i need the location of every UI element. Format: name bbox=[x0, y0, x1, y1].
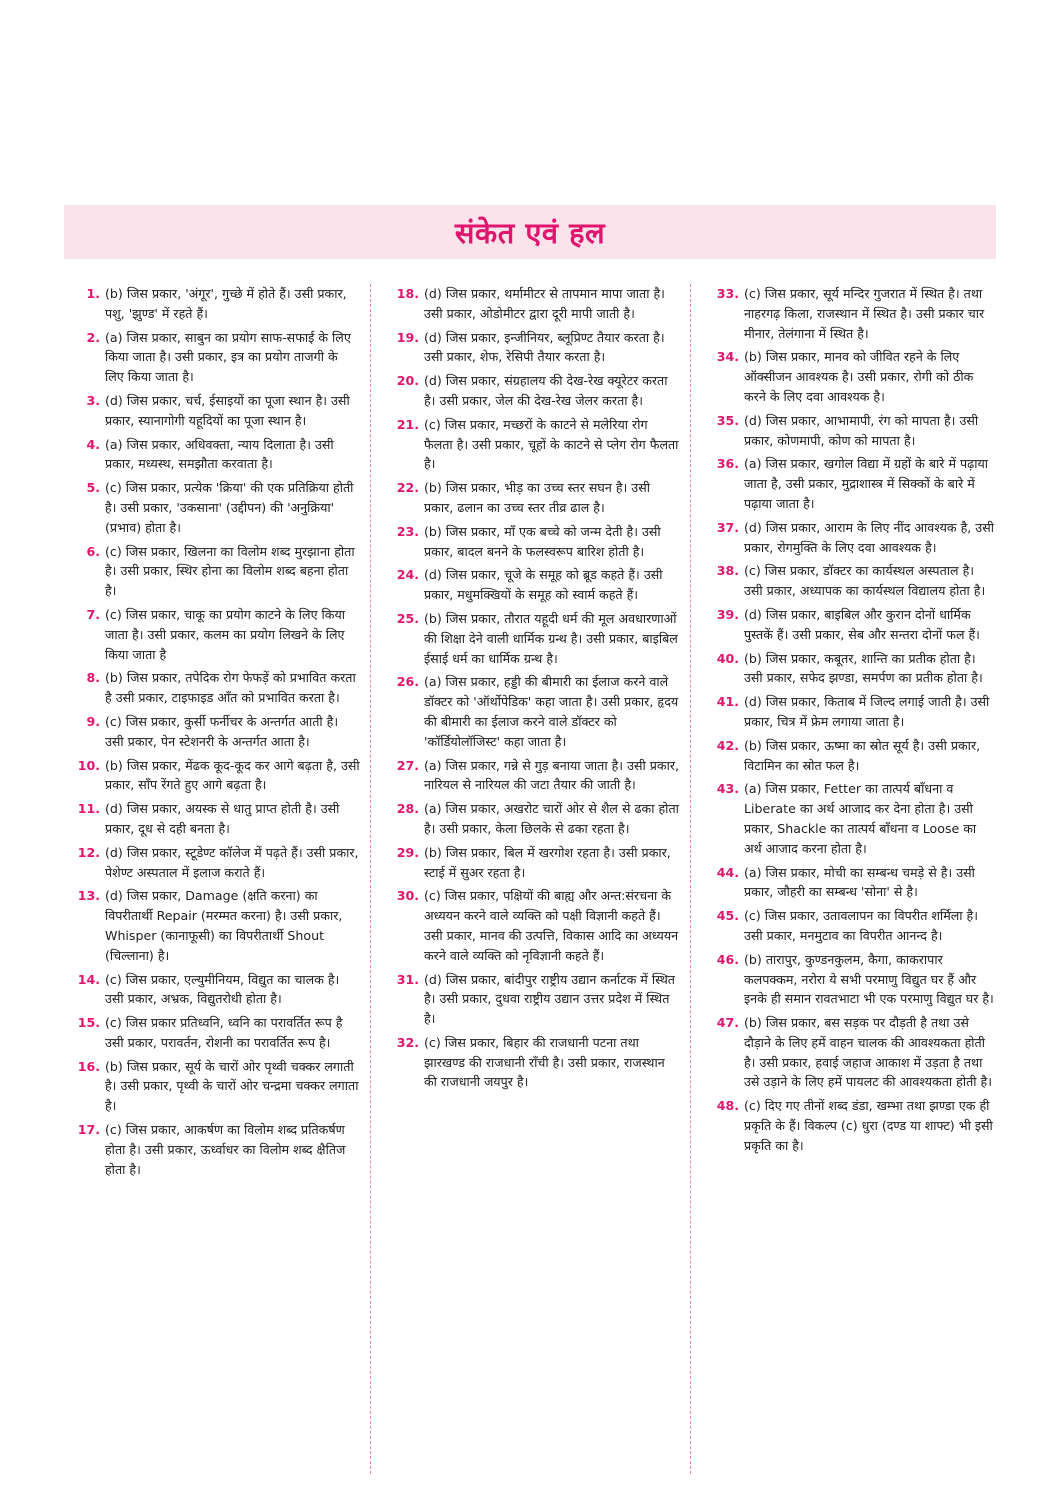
answer-text: (c) जिस प्रकार, एल्युमीनियम, विद्युत का चालक है। उसी प्रकार, अभ्रक, विद्युतरोधी होता है। bbox=[105, 971, 340, 1007]
answer-number: 30. bbox=[396, 888, 419, 904]
answer-text: (d) जिस प्रकार, बांदीपुर राष्ट्रीय उद्यान कर्नाटक में स्थित है। उसी प्रकार, दुधवा राष्ट्रीय उद्यान उत्तर प्रदेश में स्थित है। bbox=[424, 971, 675, 1027]
answer-item bbox=[395, 328, 680, 368]
answer-item bbox=[76, 478, 360, 537]
answer-item bbox=[76, 668, 360, 708]
answer-text: (c) जिस प्रकार, पक्षियों की बाह्य और अन्त:संरचना के अध्ययन करने वाले व्यक्ति को पक्षी विज्ञानी कहते हैं। उसी प्रकार, मानव की उत्पत्ति, विकास आदि का अध्ययन करने वाले व्यक्ति को नृविज्ञानी कहते हैं। bbox=[424, 888, 679, 963]
answer-text: (a) जिस प्रकार, हड्डी की बीमारी का ईलाज करने वाले डॉक्टर को 'ऑर्थोपेडिक' कहा जाता है। उसी प्रकार, हृदय की बीमारी का ईलाज करने वाले डॉक्टर को 'कॉर्डियोलॉजिस्ट' कहा जाता है। bbox=[424, 674, 679, 749]
answer-text: (c) जिस प्रकार, डॉक्टर का कार्यस्थल अस्पताल है। उसी प्रकार, अध्यापक का कार्यस्थल विद्यालय होता है। bbox=[744, 563, 986, 599]
answer-item bbox=[715, 736, 996, 776]
answer-item bbox=[395, 478, 680, 518]
answer-number: 32. bbox=[396, 1034, 419, 1050]
answer-item bbox=[76, 756, 360, 796]
answer-number: 26. bbox=[396, 674, 419, 690]
answer-number: 2. bbox=[86, 329, 100, 345]
answer-number: 19. bbox=[396, 329, 419, 345]
answer-text: (d) जिस प्रकार, इन्जीनियर, ब्लूप्रिण्ट तैयार करता है। उसी प्रकार, शेफ, रेसिपी तैयार करता है। bbox=[424, 329, 665, 365]
answer-text: (c) जिस प्रकार, मच्छरों के काटने से मलेरिया रोग फैलता है। उसी प्रकार, चूहों के काटने से प्लेग रोग फैलता है। bbox=[424, 416, 679, 472]
answer-text: (b) जिस प्रकार, 'अंगूर', गुच्छे में होते हैं। उसी प्रकार, पशु, 'झुण्ड' में रहते हैं। bbox=[105, 286, 347, 321]
answer-text: (b) जिस प्रकार, मानव को जीवित रहने के लिए ऑक्सीजन आवश्यक है। उसी प्रकार, रोगी को ठीक करने के लिए दवा आवश्यक है। bbox=[744, 349, 974, 404]
answer-number: 1. bbox=[86, 286, 100, 301]
answer-item bbox=[715, 347, 996, 406]
answer-item bbox=[76, 542, 360, 601]
answer-text: (d) जिस प्रकार, थर्मामीटर से तापमान मापा जाता है। उसी प्रकार, ओडोमीटर द्वारा दूरी मापी जाती है। bbox=[424, 286, 665, 321]
answer-text: (b) तारापुर, कुण्डनकुलम, कैगा, काकरापार कलपक्कम, नरोरा ये सभी परमाणु विद्युत घर हैं और इनके ही समान रावतभाटा भी एक परमाणु विद्युत घर है। bbox=[744, 951, 994, 1007]
answer-text: (d) जिस प्रकार, स्टूडेण्ट कॉलेज में पढ़ते हैं। उसी प्रकार, पेशेण्ट अस्पताल में इलाज कराते हैं। bbox=[105, 844, 359, 880]
answer-item bbox=[715, 561, 996, 601]
answer-text: (c) दिए गए तीनों शब्द डंडा, खम्भा तथा झण्डा एक ही प्रकृति के हैं। विकल्प (c) धुरा (दण्ड या शाफ्ट) भी इसी प्रकृति का है। bbox=[744, 1098, 993, 1153]
answer-text: (a) जिस प्रकार, गन्ने से गुड़ बनाया जाता है। उसी प्रकार, नारियल से नारियल की जटा तैयार की जाती है। bbox=[424, 757, 680, 793]
answer-item bbox=[76, 284, 360, 324]
answer-number: 28. bbox=[396, 801, 419, 817]
answer-number: 17. bbox=[77, 1122, 100, 1138]
answer-item bbox=[76, 605, 360, 664]
answer-number: 21. bbox=[396, 416, 419, 432]
answer-number: 7. bbox=[86, 606, 100, 622]
answer-number: 37. bbox=[716, 519, 739, 535]
answer-text: (a) जिस प्रकार, अखरोट चारों ओर से शैल से ढका होता है। उसी प्रकार, केला छिलके से ढका रहता है। bbox=[424, 801, 679, 836]
answer-text: (d) जिस प्रकार, बाइबिल और कुरान दोनों धार्मिक पुस्तकें हैं। उसी प्रकार, सेब और सन्तरा दोनों फल हैं। bbox=[744, 606, 980, 642]
answer-number: 42. bbox=[716, 737, 739, 753]
column-1 bbox=[76, 284, 370, 1474]
answer-item bbox=[395, 886, 680, 965]
answer-item bbox=[395, 1033, 680, 1092]
answer-number: 13. bbox=[77, 888, 100, 904]
answer-text: (d) जिस प्रकार, अयस्क से धातु प्राप्त होती है। उसी प्रकार, दूध से दही बनता है। bbox=[105, 801, 340, 836]
answer-item bbox=[395, 415, 680, 474]
answer-text: (b) जिस प्रकार, तौरात यहूदी धर्म की मूल अवधारणाओं की शिक्षा देने वाली धार्मिक ग्रन्थ है। उसी प्रकार, बाइबिल ईसाई धर्म का धार्मिक ग्रन्थ है। bbox=[424, 610, 678, 666]
answer-item bbox=[715, 649, 996, 689]
answer-text: (a) जिस प्रकार, साबुन का प्रयोग साफ-सफाई के लिए किया जाता है। उसी प्रकार, इत्र का प्रयोग ताजगी के लिए किया जाता है। bbox=[105, 329, 351, 385]
answer-text: (c) जिस प्रकार, बिहार की राजधानी पटना तथा झारखण्ड की राजधानी राँची है। उसी प्रकार, राजस्थान की राजधानी जयपुर है। bbox=[424, 1034, 665, 1090]
answer-number: 23. bbox=[396, 523, 419, 539]
answer-number: 8. bbox=[86, 670, 100, 686]
answer-number: 16. bbox=[77, 1058, 100, 1074]
answer-text: (c) जिस प्रकार प्रतिध्वनि, ध्वनि का परावर्तित रूप है उसी प्रकार, परावर्तन, रोशनी का परावर्तित रूप है। bbox=[105, 1015, 343, 1050]
answer-text: (b) जिस प्रकार, तपेदिक रोग फेफड़ें को प्रभावित करता है उसी प्रकार, टाइफाइड आँत को प्रभावित करता है। bbox=[105, 670, 356, 706]
answer-text: (c) जिस प्रकार, प्रत्येक 'क्रिया' की एक प्रतिक्रिया होती है। उसी प्रकार, 'उकसाना' (उद्दीपन) की 'अनुक्रिया' (प्रभाव) होता है। bbox=[105, 480, 354, 535]
answer-text: (c) जिस प्रकार, उतावलापन का विपरीत शर्मिला है। उसी प्रकार, मनमुटाव का विपरीत आनन्द है। bbox=[744, 908, 978, 943]
answer-text: (c) जिस प्रकार, कुर्सी फर्नीचर के अन्तर्गत आती है। उसी प्रकार, पेन स्टेशनरी के अन्तर्गत आता है। bbox=[105, 713, 339, 749]
answer-number: 9. bbox=[86, 713, 100, 729]
answer-item bbox=[395, 672, 680, 751]
answer-text: (b) जिस प्रकार, मेंढक कूद-कूद कर आगे बढ़ता है, उसी प्रकार, साँप रेंगते हुए आगे बढ़ता है। bbox=[105, 757, 360, 793]
answer-item bbox=[715, 1013, 996, 1092]
answer-text: (a) जिस प्रकार, खगोल विद्या में ग्रहों के बारे में पढ़ाया जाता है, उसी प्रकार, मुद्राशास्त्र में सिक्कों के बारे में पढ़ाया जाता है। bbox=[744, 456, 989, 511]
answer-text: (c) जिस प्रकार, खिलना का विलोम शब्द मुरझाना होता है। उसी प्रकार, स्थिर होना का विलोम शब्द बहना होता है। bbox=[105, 543, 355, 599]
answer-text: (a) जिस प्रकार, Fetter का तात्पर्य बाँधना व Liberate का अर्थ आजाद कर देना होता है। उसी प्रकार, Shackle का तात्पर्य बाँधना व Loose का अर्थ आजाद करना होता है। bbox=[744, 781, 977, 856]
answer-item bbox=[395, 371, 680, 411]
answer-item bbox=[395, 970, 680, 1029]
answer-number: 14. bbox=[77, 971, 100, 987]
answer-number: 20. bbox=[396, 373, 419, 389]
answer-text: (a) जिस प्रकार, मोची का सम्बन्ध चमड़े से है। उसी प्रकार, जौहरी का सम्बन्ध 'सोना' से है। bbox=[744, 864, 975, 900]
answer-number: 46. bbox=[716, 951, 739, 967]
answer-number: 35. bbox=[716, 412, 739, 428]
answer-text: (d) जिस प्रकार, संग्रहालय की देख-रेख क्यूरेटर करता है। उसी प्रकार, जेल की देख-रेख जेलर करता है। bbox=[424, 373, 668, 408]
answer-number: 47. bbox=[716, 1015, 739, 1031]
answer-item bbox=[715, 863, 996, 903]
answer-text: (b) जिस प्रकार, माँ एक बच्चे को जन्म देती है। उसी प्रकार, बादल बनने के फलस्वरूप बारिश होती है। bbox=[424, 523, 661, 559]
answer-text: (d) जिस प्रकार, आभामापी, रंग को मापता है। उसी प्रकार, कोणमापी, कोण को मापता है। bbox=[744, 412, 979, 448]
answer-number: 43. bbox=[716, 781, 739, 797]
answer-item bbox=[395, 522, 680, 562]
section-banner bbox=[64, 205, 996, 259]
answer-number: 3. bbox=[86, 392, 100, 408]
answer-text: (a) जिस प्रकार, अधिवक्ता, न्याय दिलाता है। उसी प्रकार, मध्यस्थ, समझौता करवाता है। bbox=[105, 436, 334, 472]
answer-item bbox=[76, 970, 360, 1010]
answer-item bbox=[76, 435, 360, 475]
answer-number: 40. bbox=[716, 650, 739, 666]
answer-number: 36. bbox=[716, 456, 739, 472]
answer-item bbox=[715, 518, 996, 558]
answer-item bbox=[715, 906, 996, 946]
answer-number: 44. bbox=[716, 864, 739, 880]
answer-columns bbox=[76, 284, 996, 1474]
answer-item bbox=[76, 1120, 360, 1179]
answer-item bbox=[715, 284, 996, 343]
answer-number: 4. bbox=[86, 436, 100, 452]
answer-item bbox=[395, 843, 680, 883]
answer-number: 25. bbox=[396, 610, 419, 626]
answer-item bbox=[715, 605, 996, 645]
answer-item bbox=[76, 712, 360, 752]
answer-item bbox=[395, 565, 680, 605]
answer-number: 39. bbox=[716, 606, 739, 622]
answer-number: 12. bbox=[77, 844, 100, 860]
answer-number: 45. bbox=[716, 908, 739, 924]
answer-item bbox=[395, 284, 680, 324]
answer-text: (d) जिस प्रकार, Damage (क्षति करना) का विपरीतार्थी Repair (मरम्मत करना) है। उसी प्रकार, Whisper (कानाफूसी) का विपरीतार्थी Shout (चिल्लाना) है। bbox=[105, 888, 343, 963]
answer-item bbox=[715, 950, 996, 1009]
answer-item bbox=[76, 886, 360, 965]
answer-item bbox=[76, 1057, 360, 1116]
answer-number: 27. bbox=[396, 757, 419, 773]
answer-text: (b) जिस प्रकार, ऊष्मा का स्रोत सूर्य है। उसी प्रकार, विटामिन का स्रोत फल है। bbox=[744, 737, 981, 773]
answer-number: 33. bbox=[716, 286, 739, 301]
answer-number: 29. bbox=[396, 844, 419, 860]
answer-item bbox=[76, 843, 360, 883]
answer-item bbox=[395, 756, 680, 796]
answer-number: 11. bbox=[77, 801, 100, 817]
answer-text: (d) जिस प्रकार, चर्च, ईसाइयों का पूजा स्थान है। उसी प्रकार, स्यानागोगी यहूदियों का पूजा स्थान है। bbox=[105, 392, 350, 428]
answer-item bbox=[76, 799, 360, 839]
answer-number: 6. bbox=[86, 543, 100, 559]
answer-text: (d) जिस प्रकार, आराम के लिए नींद आवश्यक है, उसी प्रकार, रोगमुक्ति के लिए दवा आवश्यक है। bbox=[744, 519, 994, 555]
answer-item bbox=[715, 411, 996, 451]
answer-number: 24. bbox=[396, 567, 419, 583]
answer-item bbox=[395, 609, 680, 668]
answer-text: (c) जिस प्रकार, चाकू का प्रयोग काटने के लिए किया जाता है। उसी प्रकार, कलम का प्रयोग लिखने के लिए किया जाता है bbox=[105, 606, 346, 662]
answer-text: (b) जिस प्रकार, भीड़ का उच्च स्तर सघन है। उसी प्रकार, ढलान का उच्च स्तर तीव्र ढाल है। bbox=[424, 480, 650, 515]
section-heading: संकेत एवं हल bbox=[454, 215, 606, 250]
answer-text: (b) जिस प्रकार, सूर्य के चारों ओर पृथ्वी चक्कर लगाती है। उसी प्रकार, पृथ्वी के चारों ओर चन्द्रमा चक्कर लगाता है। bbox=[105, 1058, 359, 1114]
answer-number: 31. bbox=[396, 971, 419, 987]
answer-item bbox=[715, 779, 996, 858]
answer-number: 41. bbox=[716, 694, 739, 710]
answer-number: 22. bbox=[396, 480, 419, 496]
answer-number: 48. bbox=[716, 1098, 739, 1114]
column-2 bbox=[370, 284, 690, 1474]
answer-number: 10. bbox=[77, 757, 100, 773]
answer-text: (d) जिस प्रकार, चूजे के समूह को ब्रूड कहते हैं। उसी प्रकार, मधुमक्खियों के समूह को स्वार्म कहते हैं। bbox=[424, 567, 663, 603]
answer-number: 34. bbox=[716, 349, 739, 365]
answer-item bbox=[715, 692, 996, 732]
answer-text: (c) जिस प्रकार, सूर्य मन्दिर गुजरात में स्थित है। तथा नाहरगढ़ किला, राजस्थान में स्थित है। उसी प्रकार चार मीनार, तेलंगाना में स्थित है। bbox=[744, 286, 985, 341]
answer-item bbox=[76, 1013, 360, 1053]
answer-item bbox=[715, 1096, 996, 1155]
answer-text: (b) जिस प्रकार, बस सड़क पर दौड़ती है तथा उसे दौड़ाने के लिए हमें वाहन चालक की आवश्यकता होती है। उसी प्रकार, हवाई जहाज आकाश में उड़ता है तथा उसे उड़ाने के लिए हमें पायलट की आवश्यकता होती है। bbox=[744, 1015, 993, 1090]
answer-number: 15. bbox=[77, 1015, 100, 1031]
answer-text: (c) जिस प्रकार, आकर्षण का विलोम शब्द प्रतिकर्षण होता है। उसी प्रकार, ऊर्ध्वाधर का विलोम शब्द क्षैतिज होता है। bbox=[105, 1122, 346, 1177]
answer-number: 38. bbox=[716, 563, 739, 579]
answer-text: (b) जिस प्रकार, बिल में खरगोश रहता है। उसी प्रकार, स्टाई में सुअर रहता है। bbox=[424, 844, 671, 880]
answer-text: (b) जिस प्रकार, कबूतर, शान्ति का प्रतीक होता है। उसी प्रकार, सफेद झण्डा, समर्पण का प्रतीक होता है। bbox=[744, 650, 983, 686]
answer-item bbox=[76, 391, 360, 431]
answer-number: 5. bbox=[86, 480, 100, 496]
column-3 bbox=[690, 284, 996, 1474]
answer-text: (d) जिस प्रकार, किताब में जिल्द लगाई जाती है। उसी प्रकार, चित्र में फ्रेम लगाया जाता है। bbox=[744, 694, 990, 729]
answer-item bbox=[395, 799, 680, 839]
answer-number: 18. bbox=[396, 286, 419, 301]
answer-item bbox=[76, 328, 360, 387]
answer-item bbox=[715, 454, 996, 513]
